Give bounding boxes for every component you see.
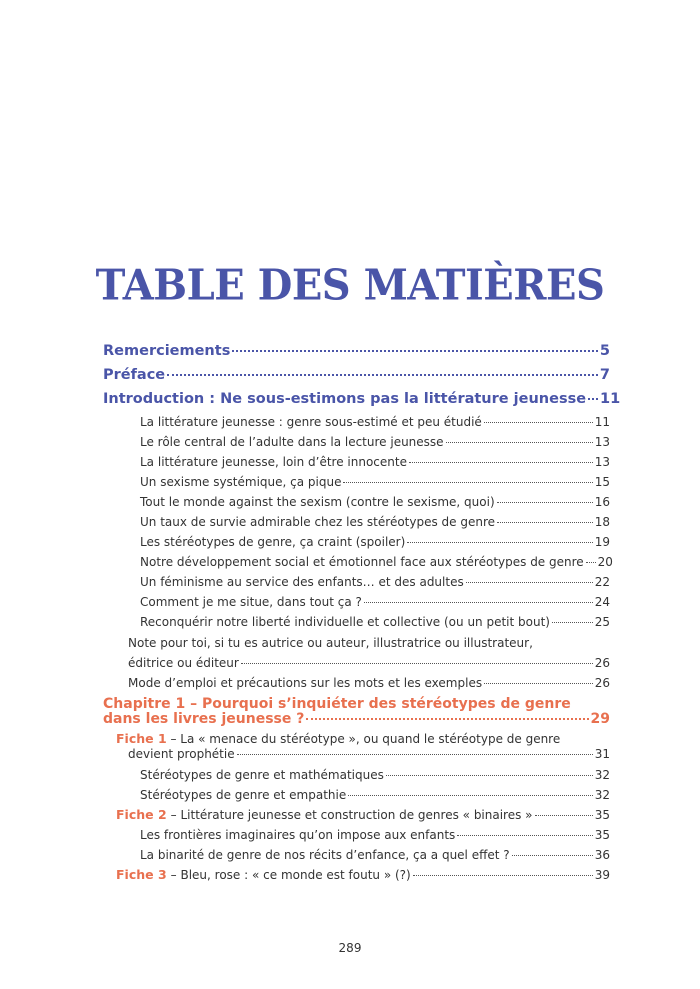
toc-entry-title: La binarité de genre de nos récits d’enfance, ça a quel effet ? xyxy=(140,848,510,862)
dotted-leader xyxy=(484,683,593,684)
dotted-leader xyxy=(237,754,593,755)
toc-page-number: 31 xyxy=(594,747,610,761)
toc-page-number: 26 xyxy=(594,656,610,670)
dotted-leader xyxy=(386,775,593,776)
toc-entry-title: Mode d’emploi et précautions sur les mots et les exemples xyxy=(128,676,483,690)
dotted-leader xyxy=(512,855,593,856)
fiche-label: Fiche 1 xyxy=(116,731,167,746)
toc-entry[interactable] xyxy=(103,472,610,492)
toc-entry[interactable] xyxy=(103,412,610,432)
dotted-leader xyxy=(409,462,593,463)
toc-page-number: 7 xyxy=(599,367,610,383)
chapter-entry[interactable] xyxy=(103,697,610,727)
toc-entry-title: dans les livres jeunesse ? xyxy=(103,711,305,727)
toc-entry-title: Les frontières imaginaires qu’on impose aux enfants xyxy=(140,828,456,842)
toc-entry-title: Tout le monde against the sexism (contre le sexisme, quoi) xyxy=(140,495,495,509)
toc-entry[interactable] xyxy=(103,387,621,411)
dotted-leader xyxy=(306,718,588,720)
entry-line-text: – La « menace du stéréotype », ou quand le stéréotype de genre xyxy=(166,732,561,746)
toc-entry-title: Un sexisme systémique, ça pique xyxy=(140,475,342,489)
toc-page-number: 26 xyxy=(594,676,610,690)
toc-entry[interactable] xyxy=(103,865,610,885)
toc-entry[interactable] xyxy=(103,805,610,825)
page-number: 289 xyxy=(338,941,362,955)
toc-page-number: 32 xyxy=(594,788,610,802)
fiche-label: Fiche 3 xyxy=(116,867,167,882)
entry-first-line xyxy=(116,731,610,747)
toc-entry[interactable] xyxy=(103,845,610,865)
dotted-leader xyxy=(497,522,593,523)
dotted-leader xyxy=(497,502,593,503)
toc-entry-title: devient prophétie xyxy=(128,747,235,761)
toc-entry[interactable] xyxy=(103,452,610,472)
toc-entry[interactable] xyxy=(103,432,610,452)
dotted-leader xyxy=(348,795,592,796)
dotted-leader xyxy=(586,562,596,563)
toc-entry-title: Préface xyxy=(103,367,166,383)
entry-last-line xyxy=(116,747,610,762)
fiche-entry[interactable] xyxy=(103,731,610,762)
dotted-leader xyxy=(167,374,598,376)
entry-last-line xyxy=(103,712,610,727)
toc-entry[interactable] xyxy=(103,825,610,845)
toc-page-number: 15 xyxy=(594,475,610,489)
dotted-leader xyxy=(407,542,592,543)
toc-page-number: 13 xyxy=(594,455,610,469)
table-of-contents xyxy=(103,339,621,885)
toc-page-number: 19 xyxy=(594,535,610,549)
entry-line-text: Chapitre 1 – Pourquoi s’inquiéter des stéréotypes de genre xyxy=(103,696,571,712)
toc-entry-title: Les stéréotypes de genre, ça craint (spoiler) xyxy=(140,535,406,549)
dotted-leader xyxy=(535,815,593,816)
toc-entry-title: Comment je me situe, dans tout ça ? xyxy=(140,595,362,609)
toc-entry-title: Reconquérir notre liberté individuelle et collective (ou un petit bout) xyxy=(140,615,550,629)
toc-page-number: 22 xyxy=(594,575,610,589)
toc-entry-title: Stéréotypes de genre et empathie xyxy=(140,788,347,802)
toc-page-number: 18 xyxy=(594,515,610,529)
dotted-leader xyxy=(466,582,593,583)
toc-entry-title: – Bleu, rose : « ce monde est foutu » (?) xyxy=(170,868,411,882)
toc-page-number: 20 xyxy=(597,555,613,569)
toc-entry[interactable] xyxy=(103,673,610,693)
toc-entry[interactable] xyxy=(103,572,610,592)
toc-page-number: 35 xyxy=(594,808,610,822)
toc-entry[interactable] xyxy=(103,653,610,673)
toc-entry[interactable] xyxy=(103,552,613,572)
toc-page-number: 32 xyxy=(594,768,610,782)
toc-entry-title: éditrice ou éditeur xyxy=(128,656,239,670)
toc-entry-line: Note pour toi, si tu es autrice ou auteur, illustratrice ou illustrateur, xyxy=(128,636,533,650)
dotted-leader xyxy=(588,398,598,400)
toc-entry-title: Remerciements xyxy=(103,343,231,359)
toc-page-number: 24 xyxy=(594,595,610,609)
page-title: TABLE DES MATIÈRES xyxy=(95,260,605,311)
dotted-leader xyxy=(446,442,593,443)
dotted-leader xyxy=(364,602,593,603)
entry-first-line xyxy=(103,697,610,712)
toc-page-number: 25 xyxy=(594,615,610,629)
toc-entry[interactable] xyxy=(103,785,610,805)
toc-page-number: 13 xyxy=(594,435,610,449)
toc-entry[interactable] xyxy=(103,339,610,363)
dotted-leader xyxy=(484,422,593,423)
dotted-leader xyxy=(343,482,592,483)
toc-entry-title: Notre développement social et émotionnel face aux stéréotypes de genre xyxy=(140,555,584,569)
toc-page-number: 29 xyxy=(590,711,610,727)
toc-entry-title: Introduction : Ne sous-estimons pas la littérature jeunesse xyxy=(103,391,587,407)
toc-entry[interactable] xyxy=(103,532,610,552)
toc-entry-title: Un féminisme au service des enfants… et des adultes xyxy=(140,575,464,589)
toc-entry-title: Stéréotypes de genre et mathématiques xyxy=(140,768,384,782)
toc-entry[interactable] xyxy=(103,765,610,785)
dotted-leader xyxy=(232,350,598,352)
dotted-leader xyxy=(241,663,593,664)
toc-entry[interactable] xyxy=(103,512,610,532)
toc-page-number: 39 xyxy=(594,868,610,882)
toc-entry[interactable] xyxy=(103,592,610,612)
toc-page-number: 16 xyxy=(594,495,610,509)
toc-entry-title: La littérature jeunesse, loin d’être innocente xyxy=(140,455,407,469)
toc-page-number: 11 xyxy=(600,391,621,407)
toc-entry[interactable] xyxy=(103,612,610,632)
dotted-leader xyxy=(413,875,593,876)
dotted-leader xyxy=(552,622,593,623)
toc-entry-title: – Littérature jeunesse et construction de genres « binaires » xyxy=(170,808,533,822)
toc-entry[interactable] xyxy=(103,492,610,512)
fiche-label: Fiche 2 xyxy=(116,807,167,822)
toc-entry[interactable] xyxy=(103,363,610,387)
toc-page-number: 11 xyxy=(594,415,610,429)
toc-entry-title: La littérature jeunesse : genre sous-estimé et peu étudié xyxy=(140,415,482,429)
toc-page-number: 36 xyxy=(594,848,610,862)
toc-page-number: 5 xyxy=(599,343,610,359)
toc-entry-title: Le rôle central de l’adulte dans la lecture jeunesse xyxy=(140,435,444,449)
dotted-leader xyxy=(457,835,592,836)
toc-entry-title: Un taux de survie admirable chez les stéréotypes de genre xyxy=(140,515,496,529)
toc-page-number: 35 xyxy=(594,828,610,842)
